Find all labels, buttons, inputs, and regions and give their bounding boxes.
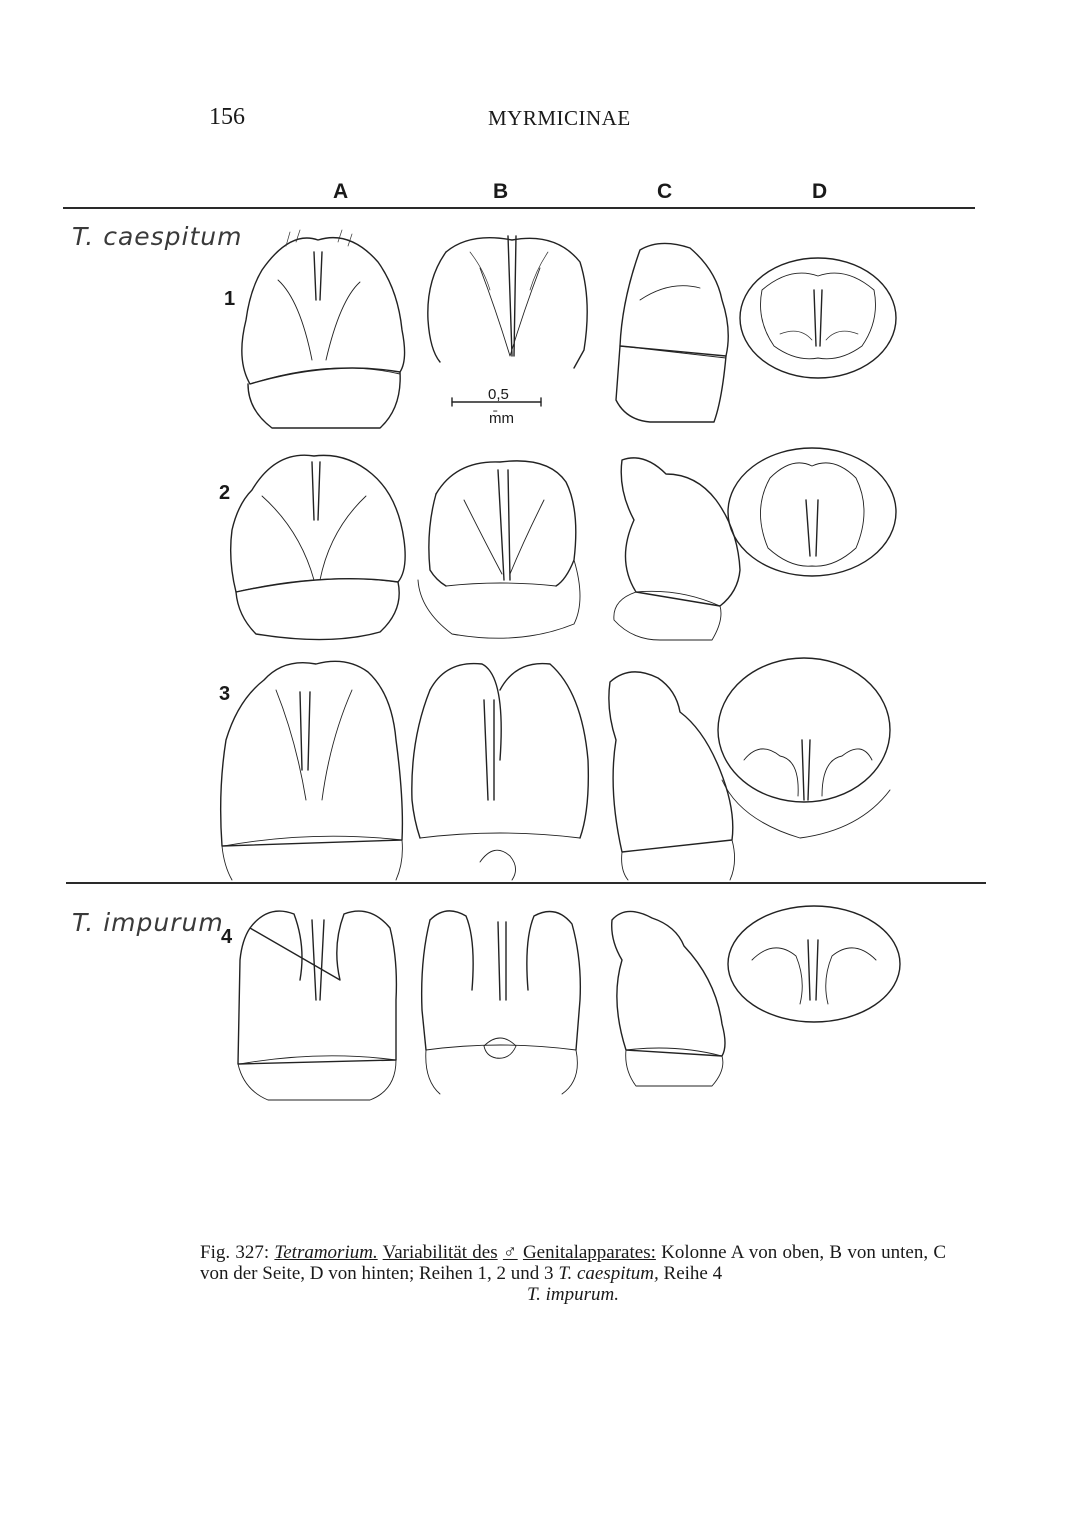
scale-bar-value: 0,5: [488, 386, 509, 403]
drawing-1b: [428, 236, 587, 368]
row-label-4: 4: [221, 926, 233, 948]
row-label-2: 2: [219, 482, 231, 504]
caption-text-a: Variabilität des: [382, 1242, 498, 1263]
drawing-2b: [418, 461, 580, 638]
species-note-impurum: T. impurum: [72, 908, 224, 937]
caption-text-b: Genitalapparates:: [522, 1242, 656, 1263]
drawing-2c: [614, 458, 740, 640]
scale-bar-unit: m̄m: [489, 410, 514, 427]
caption-species-1: T. caespitum,: [558, 1263, 659, 1284]
caption-text-d: Reihe 4: [663, 1263, 723, 1284]
caption-fig-label: Fig. 327:: [200, 1242, 270, 1263]
drawing-1c: [616, 243, 728, 422]
drawing-3c: [609, 672, 735, 880]
figure-caption: [200, 1242, 946, 1305]
page-number: 156: [209, 104, 245, 130]
caption-text-c: Kolonne A von oben, B von unten, C von der Seite, D von hinten; Reihen 1, 2 und 3: [200, 1242, 947, 1284]
row-label-1: 1: [224, 288, 236, 310]
drawing-2a: [231, 455, 405, 639]
drawing-4d: [728, 906, 900, 1022]
column-label-c: C: [657, 180, 673, 203]
drawing-1d: [740, 258, 896, 378]
caption-male-symbol: ♂: [502, 1242, 518, 1263]
column-label-d: D: [812, 180, 828, 203]
species-note-caespitum: T. caespitum: [72, 222, 243, 251]
drawing-4a: [238, 911, 396, 1100]
column-label-b: B: [493, 180, 509, 203]
drawing-3a: [221, 661, 403, 880]
caption-species-2: T. impurum.: [526, 1284, 620, 1305]
row-label-3: 3: [219, 683, 231, 705]
caption-genus: Tetramorium.: [274, 1242, 378, 1263]
column-label-a: A: [333, 180, 349, 203]
drawing-2d: [728, 448, 896, 576]
running-head: MYRMICINAE: [488, 106, 631, 130]
drawing-4b: [422, 911, 581, 1094]
drawing-3b: [412, 664, 589, 880]
drawing-3d: [718, 658, 890, 838]
drawing-1a: [242, 230, 405, 428]
drawing-4c: [612, 911, 725, 1086]
